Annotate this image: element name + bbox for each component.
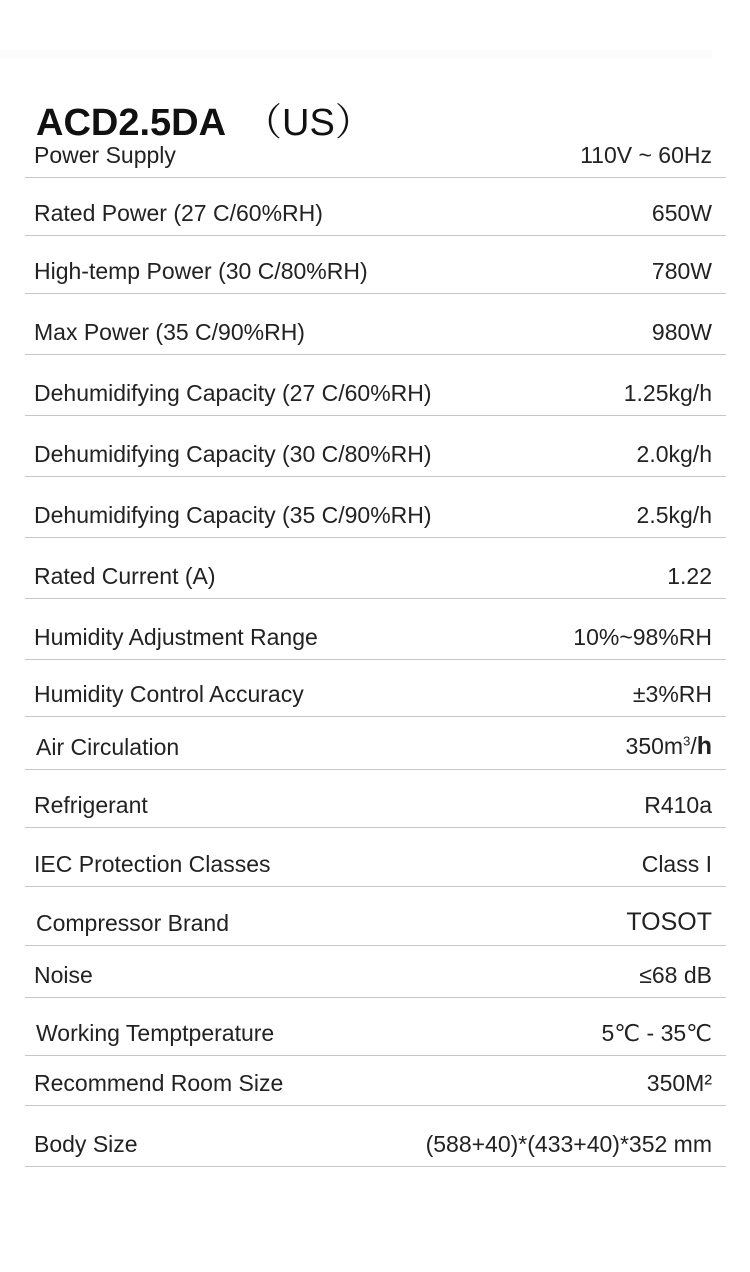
spec-label: Dehumidifying Capacity (35 C/90%RH) [34, 502, 432, 528]
spec-value: Class I [641, 851, 712, 877]
air-circulation-exponent: 3 [683, 733, 691, 749]
spec-value: TOSOT [626, 908, 712, 936]
spec-label: Humidity Control Accuracy [34, 681, 304, 707]
spec-value: 10%~98%RH [573, 624, 712, 650]
spec-row-refrigerant [25, 770, 726, 828]
spec-label: Refrigerant [34, 792, 148, 818]
spec-label: Dehumidifying Capacity (30 C/80%RH) [34, 441, 432, 467]
spec-value: 1.22 [667, 563, 712, 589]
spec-label: Dehumidifying Capacity (27 C/60%RH) [34, 380, 432, 406]
region-suffix: （US） [244, 102, 373, 145]
spec-label: IEC Protection Classes [34, 851, 271, 877]
spec-label: Rated Power (27 C/60%RH) [34, 200, 323, 226]
spec-label: High-temp Power (30 C/80%RH) [34, 258, 368, 284]
spec-row-max-power [25, 294, 726, 355]
air-circulation-slash: / [690, 733, 697, 759]
spec-row-humidity-control-accuracy [25, 660, 726, 717]
spec-label: Max Power (35 C/90%RH) [34, 319, 305, 345]
spec-value: 780W [651, 258, 712, 284]
spec-row-recommend-room-size [25, 1056, 726, 1106]
spec-value: 2.5kg/h [636, 502, 712, 528]
spec-value: 650W [651, 200, 712, 226]
spec-row-compressor-brand [25, 887, 726, 946]
spec-value [626, 732, 712, 761]
spec-label: Noise [34, 962, 93, 988]
spec-row-rated-power [25, 178, 726, 236]
spec-row-power-supply [25, 128, 726, 178]
spec-row-high-temp-power [25, 236, 726, 294]
spec-value: 350M² [646, 1070, 712, 1096]
spec-row-dehumidifying-capacity-35 [25, 477, 726, 538]
spec-row-working-temperature [25, 998, 726, 1056]
spec-label: Power Supply [34, 142, 176, 168]
spec-row-humidity-adjustment-range [25, 599, 726, 660]
air-circulation-unit: h [696, 732, 712, 760]
spec-label: Rated Current (A) [34, 563, 216, 589]
spec-row-iec-protection-classes [25, 828, 726, 887]
spec-value: 1.25kg/h [623, 380, 712, 406]
spec-value: 980W [651, 319, 712, 345]
spec-row-dehumidifying-capacity-27 [25, 355, 726, 416]
spec-value: ≤68 dB [639, 962, 712, 988]
spec-label: Compressor Brand [36, 910, 230, 936]
spec-value: ±3%RH [632, 681, 712, 707]
spec-row-air-circulation [25, 717, 726, 770]
model-name: ACD2.5DA [36, 102, 227, 145]
spec-row-dehumidifying-capacity-30 [25, 416, 726, 477]
spec-label: Working Temptperature [36, 1020, 275, 1046]
spec-value: 5℃ - 35℃ [601, 1020, 712, 1046]
spec-row-rated-current [25, 538, 726, 599]
spec-value: (588+40)*(433+40)*352 mm [425, 1131, 712, 1157]
spec-table [25, 0, 726, 1272]
spec-row-noise [25, 946, 726, 998]
spec-label: Body Size [34, 1131, 138, 1157]
spec-label: Recommend Room Size [34, 1070, 284, 1096]
spec-value: 2.0kg/h [636, 441, 712, 467]
spec-value: 110V ~ 60Hz [580, 142, 712, 168]
spec-label: Air Circulation [36, 734, 180, 760]
spec-value: R410a [644, 792, 712, 818]
spec-label: Humidity Adjustment Range [34, 624, 318, 650]
spec-row-body-size [25, 1106, 726, 1167]
air-circulation-number: 350m [625, 733, 684, 759]
